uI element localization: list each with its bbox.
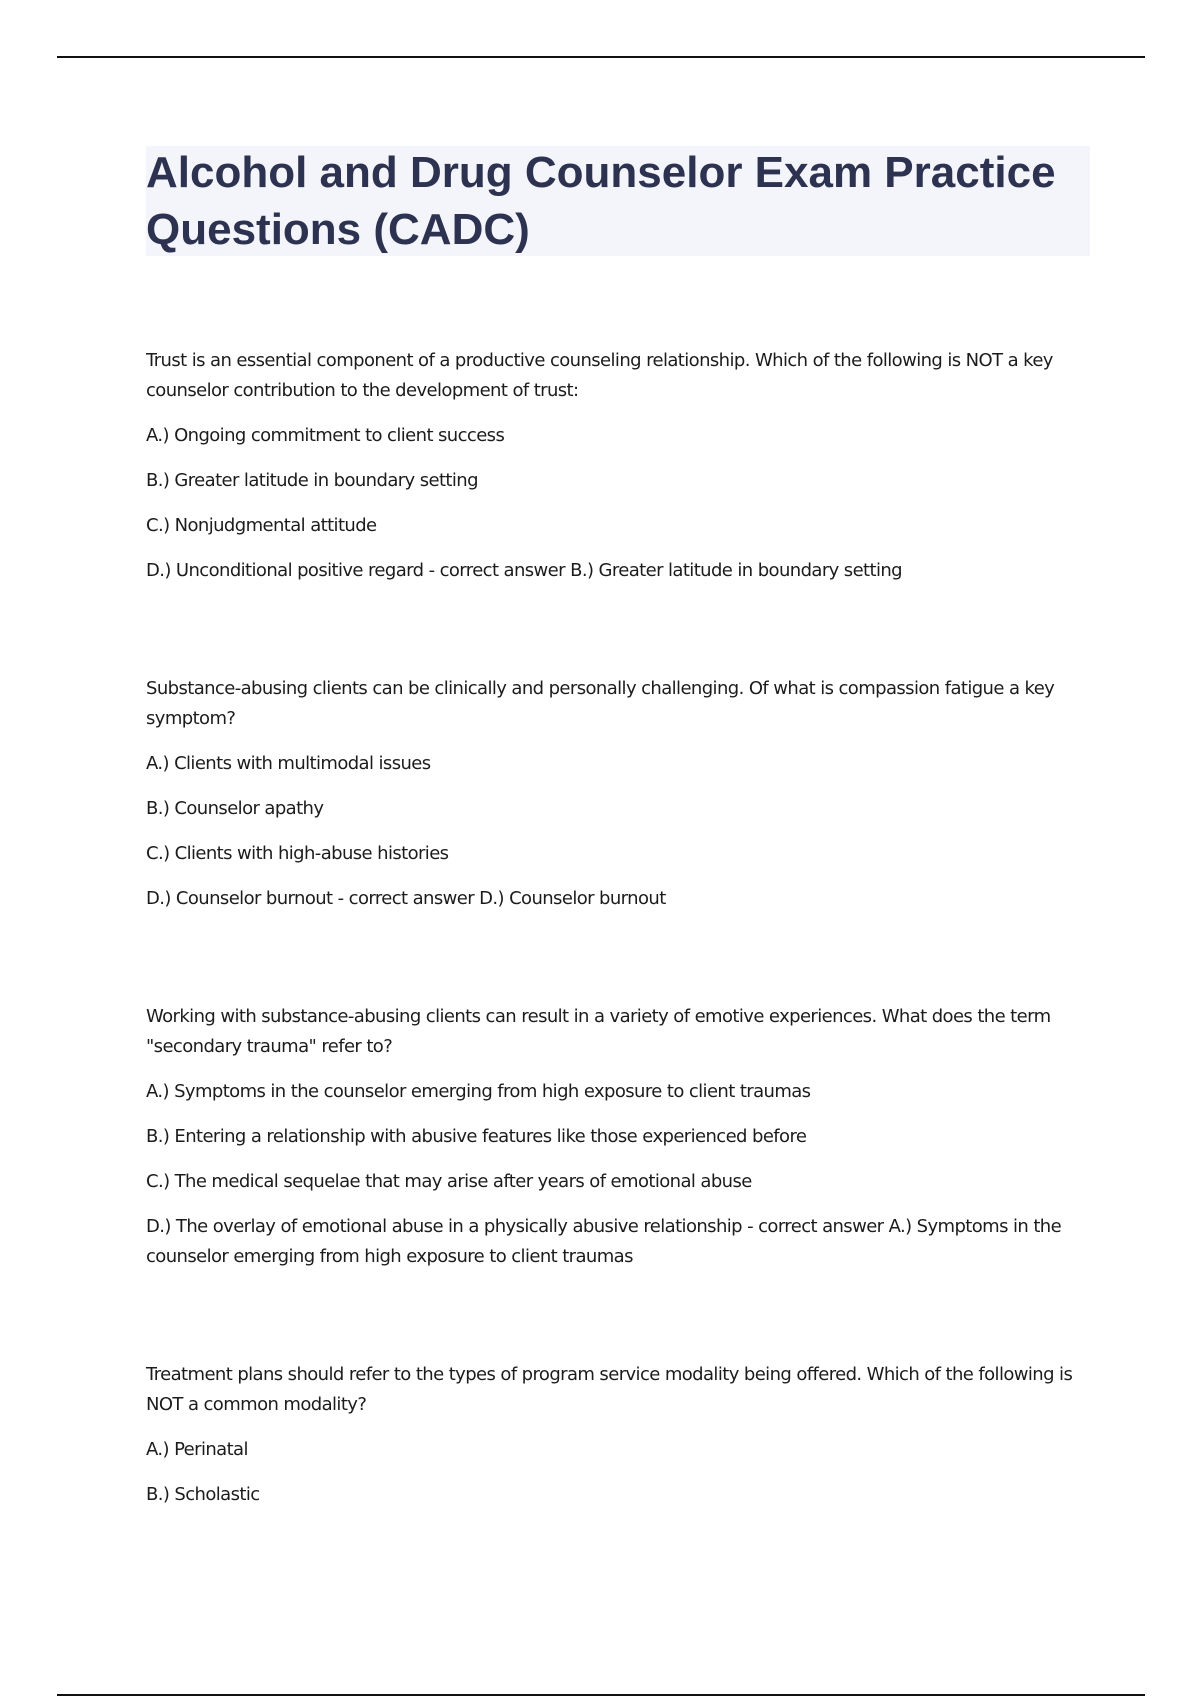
question-block [146, 346, 1090, 586]
question-text: Substance-abusing clients can be clinically and personally challenging. Of what is compassion fatigue a key symptom? [146, 678, 1055, 729]
answer-option: A.) Ongoing commitment to client success [146, 425, 505, 446]
answer-option: C.) Clients with high-abuse histories [146, 843, 449, 864]
answer-option: A.) Symptoms in the counselor emerging from high exposure to client traumas [146, 1081, 811, 1102]
answer-option: D.) Counselor burnout - correct answer D.) Counselor burnout [146, 888, 666, 909]
question-text: Working with substance-abusing clients can result in a variety of emotive experiences. What does the term "secondary trauma" refer to? [146, 1006, 1051, 1057]
question-block [146, 1360, 1090, 1510]
question-list [146, 346, 1090, 1598]
answer-option: A.) Clients with multimodal issues [146, 753, 431, 774]
answer-option: B.) Entering a relationship with abusive features like those experienced before [146, 1126, 807, 1147]
document-title: Alcohol and Drug Counselor Exam Practice Questions (CADC) [146, 148, 1056, 254]
question-text: Trust is an essential component of a productive counseling relationship. Which of the following is NOT a key counselor contribution to the development of trust: [146, 350, 1053, 401]
answer-option: D.) Unconditional positive regard - correct answer B.) Greater latitude in boundary setting [146, 560, 902, 581]
bottom-rule [57, 1694, 1145, 1696]
question-text: Treatment plans should refer to the types of program service modality being offered. Which of the following is NOT a common modality? [146, 1364, 1073, 1415]
answer-option: B.) Scholastic [146, 1484, 260, 1505]
answer-option: B.) Greater latitude in boundary setting [146, 470, 478, 491]
answer-option: D.) The overlay of emotional abuse in a physically abusive relationship - correct answer A.) Symptoms in the counselor emerging from high exposure to client traumas [146, 1216, 1062, 1267]
answer-option: B.) Counselor apathy [146, 798, 324, 819]
answer-option: A.) Perinatal [146, 1439, 248, 1460]
question-block [146, 674, 1090, 914]
question-block [146, 1002, 1090, 1272]
answer-option: C.) The medical sequelae that may arise after years of emotional abuse [146, 1171, 752, 1192]
answer-option: C.) Nonjudgmental attitude [146, 515, 377, 536]
top-rule [57, 56, 1145, 58]
